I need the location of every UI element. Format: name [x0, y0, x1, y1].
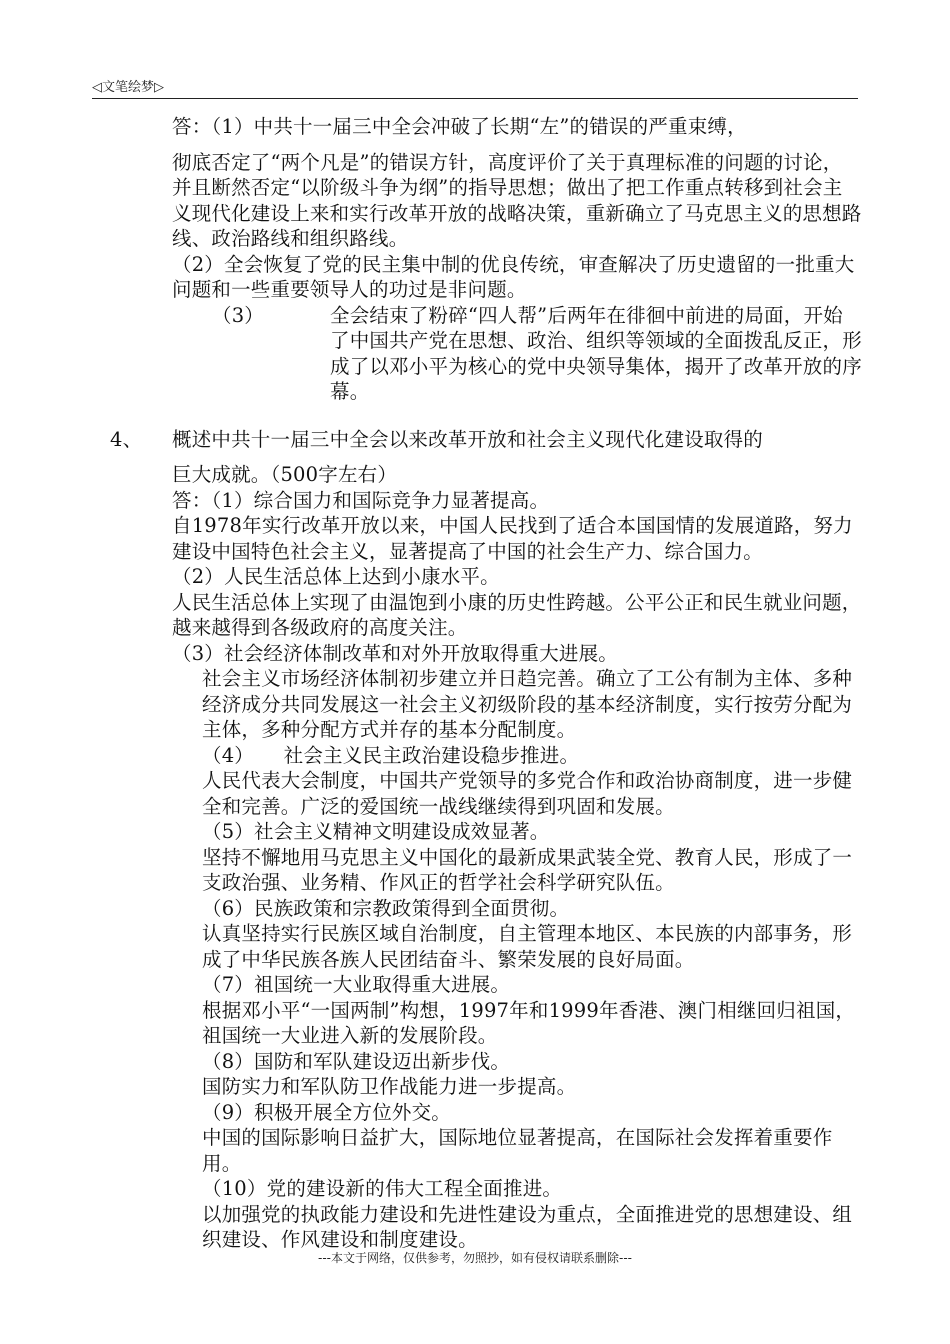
- answer-4-item-8-head: （8）国防和军队建设迈出新步伐。: [202, 1049, 511, 1073]
- footer-notice: ---本文于网络，仅供参考，勿照抄，如有侵权请联系删除---: [318, 1251, 632, 1265]
- answer-4-item-7-head: （7）祖国统一大业取得重大进展。: [202, 973, 511, 996]
- answer-4-item-4-body: 人民代表大会制度，中国共产党领导的多党合作和政治协商制度，进一步健全和完善。广泛的爱国统一战线继续得到巩固和发展。: [202, 769, 853, 818]
- question-4: [110, 427, 862, 453]
- question-4-line-1: 概述中共十一届三中全会以来改革开放和社会主义现代化建设取得的: [172, 427, 764, 451]
- answer-4-item-5-head: （5）社会主义精神文明建设成效显著。: [202, 820, 550, 843]
- answer-3-paragraph-1: 彻底否定了“两个凡是”的错误方针，高度评价了关于真理标准的问题的讨论，并且断然否定“以阶级斗争为纲”的指导思想；做出了把工作重点转移到社会主义现代化建设上来和实行改革开放的战略决策，重新确立了马克思主义的思想路线、政治路线和组织路线。: [172, 150, 862, 250]
- answer-3-item-text: 全会结束了粉碎“四人帮”后两年在徘徊中前进的局面，开始了中国共产党在思想、政治、组织等领域的全面拨乱反正，形成了以邓小平为核心的党中央领导集体，揭开了改革开放的序幕。: [330, 303, 862, 403]
- answer-3-item-number: （3）: [212, 303, 265, 327]
- question-4-number: 4、: [110, 427, 143, 451]
- page-header: [92, 76, 858, 99]
- answer-4-item-2-head: （2）人民生活总体上达到小康水平。: [172, 565, 500, 588]
- question-4-line-2: 巨大成就。（500字左右）: [172, 463, 398, 486]
- answer-4-item-8-body: 国防实力和军队防卫作战能力进一步提高。: [202, 1075, 577, 1098]
- answer-4-item-7-body: 根据邓小平“一国两制”构想，1997年和1999年香港、澳门相继回归祖国，祖国统一大业进入新的发展阶段。: [202, 998, 856, 1047]
- answer-4-item-10-head: （10）党的建设新的伟大工程全面推进。: [202, 1177, 563, 1200]
- answer-4-item-4-head: （4） 社会主义民主政治建设稳步推进。: [202, 743, 580, 767]
- answer-4-item-1-head: 答：（1）综合国力和国际竞争力显著提高。: [172, 488, 550, 512]
- answer-3-line-1: 答：（1）中共十一届三中全会冲破了长期“左”的错误的严重束缚，: [172, 115, 747, 138]
- header-title: ◁文笔绘梦▷: [92, 80, 164, 95]
- document-body: [110, 114, 862, 1253]
- answer-4-item-9-head: （9）积极开展全方位外交。: [202, 1100, 452, 1124]
- answer-4-item-5-body: 坚持不懈地用马克思主义中国化的最新成果武装全党、教育人民，形成了一支政治强、业务精、作风正的哲学社会科学研究队伍。: [202, 845, 853, 894]
- answer-4-item-6-body: 认真坚持实行民族区域自治制度，自主管理本地区、本民族的内部事务，形成了中华民族各族人民团结奋斗、繁荣发展的良好局面。: [202, 922, 853, 971]
- answer-3-paragraph-3: [172, 303, 862, 405]
- answer-4-item-1-body: 自1978年实行改革开放以来，中国人民找到了适合本国国情的发展道路，努力建设中国特色社会主义，显著提高了中国的社会生产力、综合国力。: [172, 514, 853, 563]
- answer-4-item-6-head: （6）民族政策和宗教政策得到全面贯彻。: [202, 896, 570, 920]
- answer-4-item-10-body: 以加强党的执政能力建设和先进性建设为重点，全面推进党的思想建设、组织建设、作风建设和制度建设。: [202, 1202, 853, 1251]
- answer-4-item-3-body: 社会主义市场经济体制初步建立并日趋完善。确立了工公有制为主体、多种经济成分共同发展这一社会主义初级阶段的基本经济制度，实行按劳分配为主体，多种分配方式并存的基本分配制度。: [202, 667, 853, 741]
- answer-4-item-3-head: （3）社会经济体制改革和对外开放取得重大进展。: [172, 641, 619, 665]
- page-footer: [0, 1249, 950, 1266]
- answer-3-paragraph-2: （2）全会恢复了党的民主集中制的优良传统，审查解决了历史遗留的一批重大问题和一些重要领导人的功过是非问题。: [172, 252, 855, 301]
- answer-4-item-2-body: 人民生活总体上实现了由温饱到小康的历史性跨越。公平公正和民生就业问题，越来越得到各级政府的高度关注。: [172, 590, 862, 639]
- answer-4-item-9-body: 中国的国际影响日益扩大，国际地位显著提高，在国际社会发挥着重要作用。: [202, 1126, 833, 1175]
